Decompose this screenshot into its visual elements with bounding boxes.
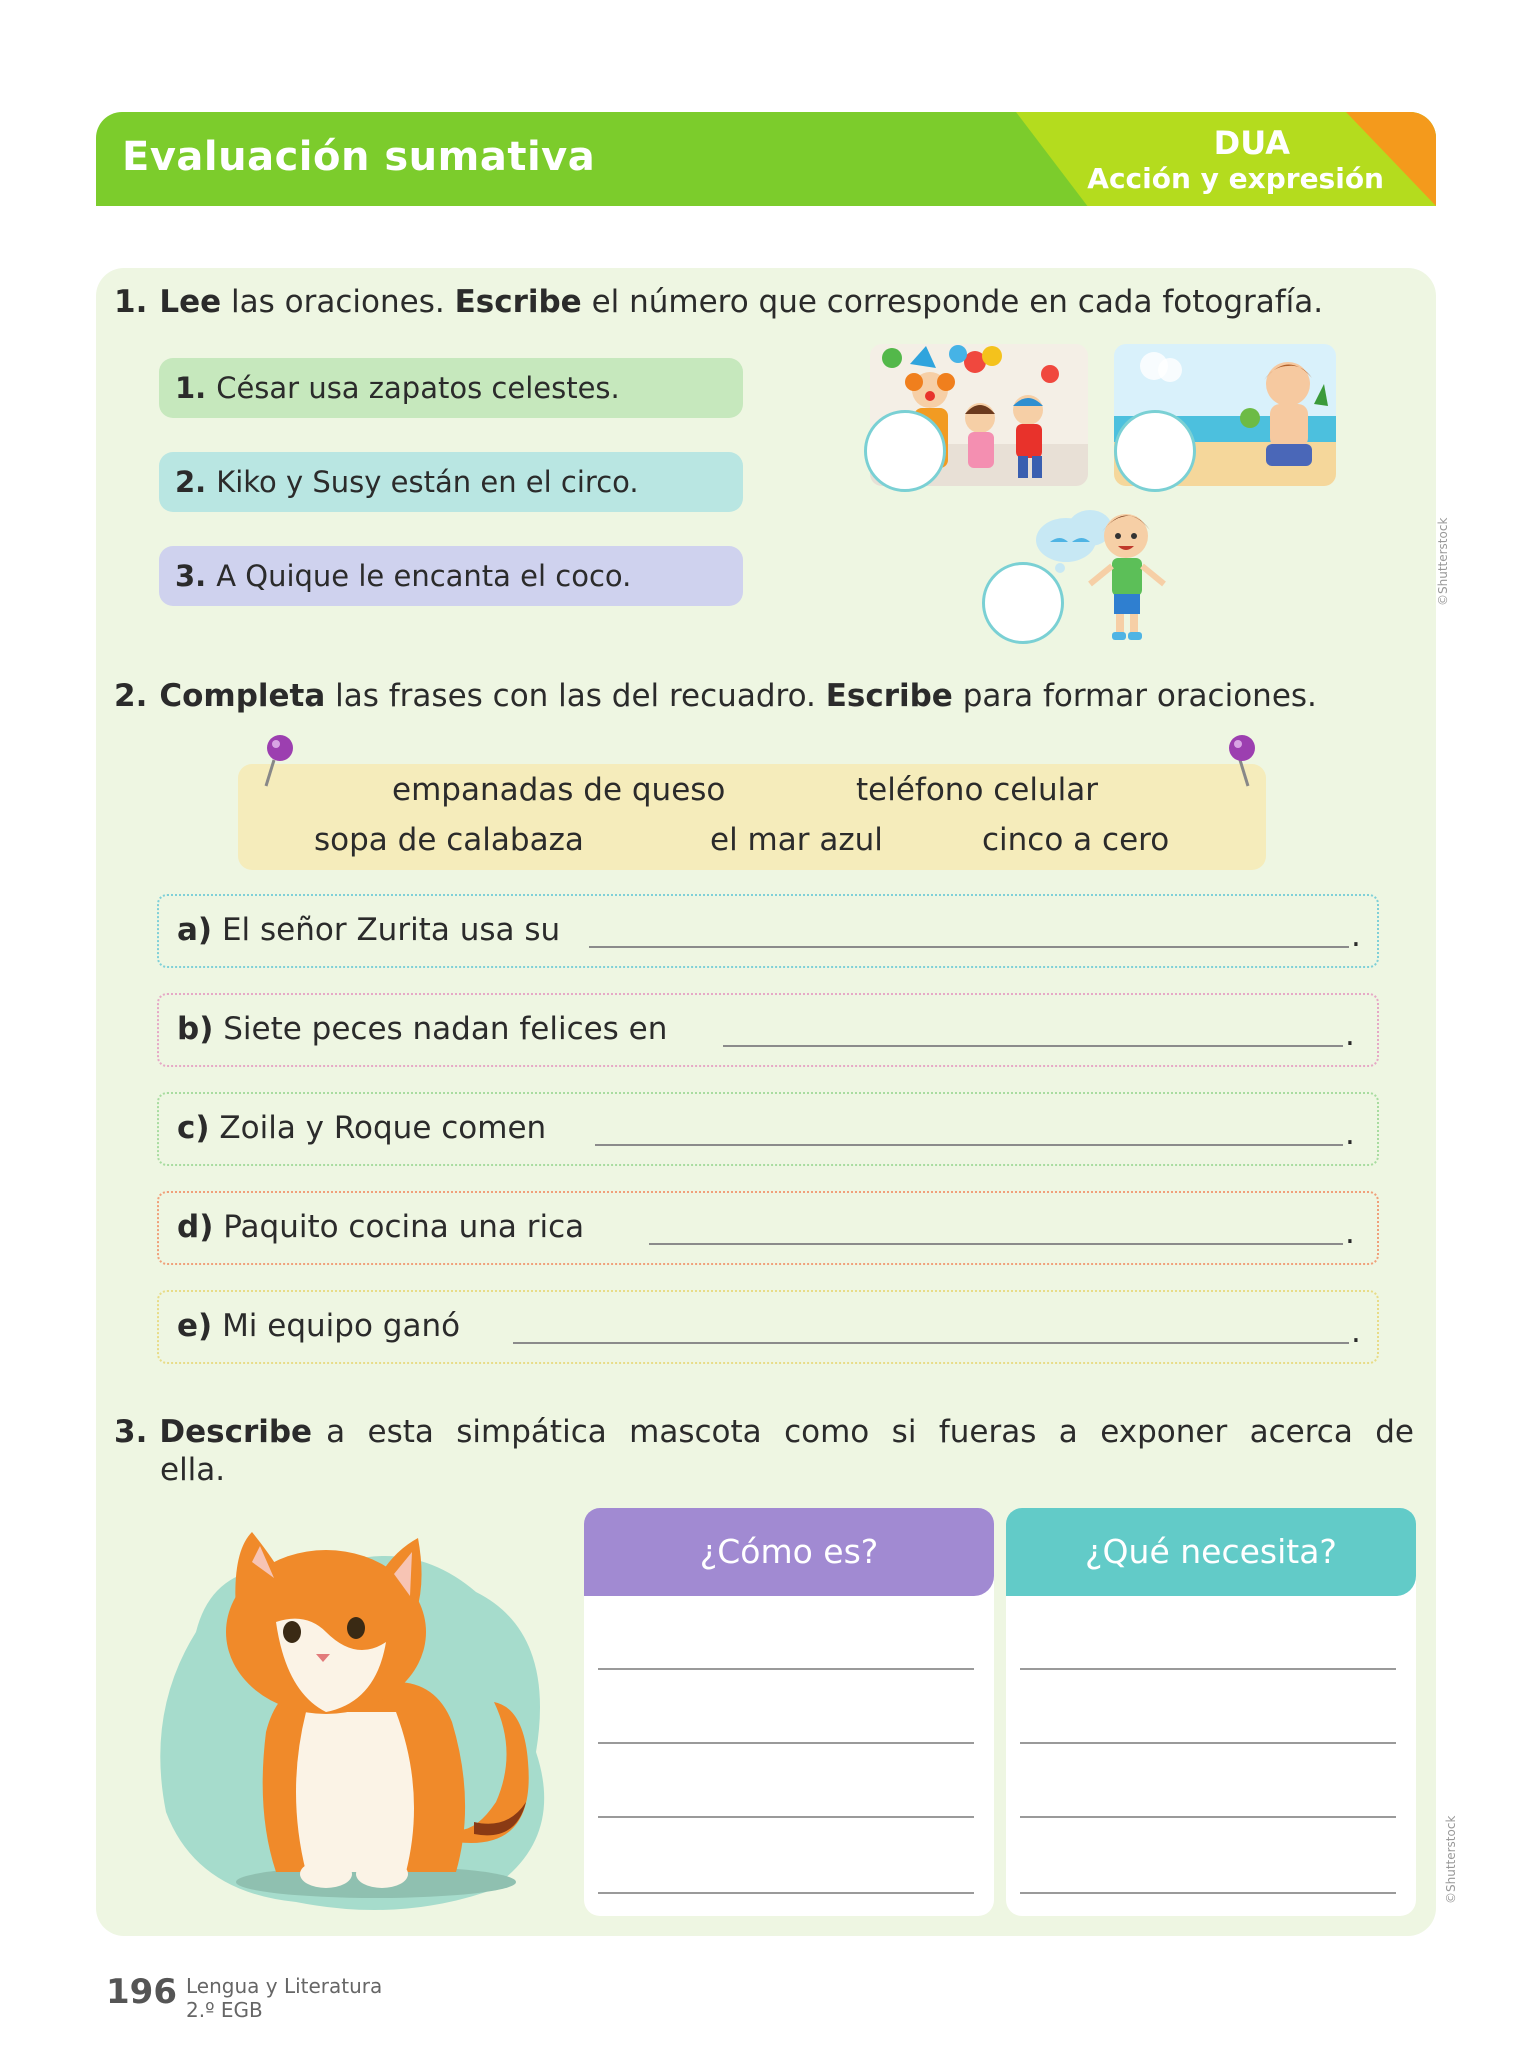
instruction-text: las oraciones. xyxy=(231,284,445,320)
column-header-needs: ¿Qué necesita? xyxy=(1006,1508,1416,1596)
word-option: sopa de calabaza xyxy=(314,822,584,858)
word-option: cinco a cero xyxy=(982,822,1170,858)
instruction-verb: Escribe xyxy=(454,284,582,320)
push-pin-icon xyxy=(1222,730,1262,790)
writing-line[interactable] xyxy=(1020,1668,1396,1670)
sentence-number: 2. xyxy=(175,465,207,499)
grade-level: 2.º EGB xyxy=(186,1998,263,2022)
push-pin-icon xyxy=(260,730,300,790)
answer-line[interactable] xyxy=(513,1342,1349,1344)
dua-subtitle: Acción y expresión xyxy=(1087,162,1384,195)
answer-line[interactable] xyxy=(589,946,1349,948)
sentence-text: A Quique le encanta el coco. xyxy=(216,559,632,593)
answer-circle-1[interactable] xyxy=(864,410,946,492)
describe-column-needs xyxy=(1006,1508,1416,1916)
question-number: 3. xyxy=(114,1414,148,1450)
answer-circle-3[interactable] xyxy=(982,562,1064,644)
writing-line[interactable] xyxy=(598,1742,974,1744)
column-header-how: ¿Cómo es? xyxy=(584,1508,994,1596)
sentence-3 xyxy=(159,546,743,606)
instruction-text: a esta simpática mascota como si fueras a exponer acerca de xyxy=(326,1414,1414,1450)
answer-line[interactable] xyxy=(723,1045,1343,1047)
writing-line[interactable] xyxy=(598,1816,974,1818)
row-prompt xyxy=(177,1011,667,1047)
answer-line[interactable] xyxy=(595,1144,1343,1146)
subject-name: Lengua y Literatura xyxy=(186,1974,383,1998)
row-period: . xyxy=(1345,1116,1355,1152)
row-text: Mi equipo ganó xyxy=(222,1308,461,1344)
dua-label: DUA xyxy=(1213,124,1290,162)
writing-line[interactable] xyxy=(598,1892,974,1894)
row-letter: c) xyxy=(177,1110,210,1146)
answer-line[interactable] xyxy=(649,1243,1343,1245)
instruction-verb: Describe xyxy=(159,1414,313,1450)
question-number: 1. xyxy=(114,284,148,320)
row-prompt xyxy=(177,912,560,948)
row-letter: d) xyxy=(177,1209,214,1245)
instruction-text: el número que corresponde en cada fotografía. xyxy=(591,284,1324,320)
row-letter: e) xyxy=(177,1308,213,1344)
writing-line[interactable] xyxy=(1020,1742,1396,1744)
completion-row-b xyxy=(157,993,1379,1067)
instruction-text: las frases con las del recuadro. xyxy=(335,678,816,714)
completion-row-d xyxy=(157,1191,1379,1265)
sentence-number: 3. xyxy=(175,559,207,593)
writing-line[interactable] xyxy=(1020,1816,1396,1818)
row-period: . xyxy=(1351,918,1361,954)
answer-circle-2[interactable] xyxy=(1114,410,1196,492)
instruction-verb: Escribe xyxy=(825,678,953,714)
sentence-number: 1. xyxy=(175,371,207,405)
section-header xyxy=(96,112,1436,206)
word-option: empanadas de queso xyxy=(392,772,726,808)
sentence-2 xyxy=(159,452,743,512)
row-prompt xyxy=(177,1308,460,1344)
question-3-instruction xyxy=(114,1414,1414,1488)
writing-line[interactable] xyxy=(598,1668,974,1670)
orange-cat-illustration xyxy=(156,1512,574,1916)
row-text: El señor Zurita usa su xyxy=(221,912,561,948)
describe-column-how xyxy=(584,1508,994,1916)
page-number: 196 xyxy=(106,1972,177,2012)
row-text: Zoila y Roque comen xyxy=(219,1110,547,1146)
writing-line[interactable] xyxy=(1020,1892,1396,1894)
row-period: . xyxy=(1351,1314,1361,1350)
completion-row-e xyxy=(157,1290,1379,1364)
row-prompt xyxy=(177,1209,584,1245)
photo-credit: ©Shutterstock xyxy=(1444,1815,1458,1904)
row-period: . xyxy=(1345,1017,1355,1053)
row-letter: b) xyxy=(177,1011,214,1047)
word-option: el mar azul xyxy=(710,822,883,858)
sentence-text: César usa zapatos celestes. xyxy=(216,371,620,405)
instruction-verb: Lee xyxy=(159,284,222,320)
completion-row-c xyxy=(157,1092,1379,1166)
instruction-verb: Completa xyxy=(159,678,326,714)
word-option: teléfono celular xyxy=(856,772,1098,808)
instruction-text: para formar oraciones. xyxy=(962,678,1317,714)
section-title: Evaluación sumativa xyxy=(122,134,596,180)
row-letter: a) xyxy=(177,912,213,948)
instruction-text-cont: ella. xyxy=(160,1452,226,1488)
question-1-instruction xyxy=(114,284,1323,320)
question-number: 2. xyxy=(114,678,148,714)
row-period: . xyxy=(1345,1215,1355,1251)
completion-row-a xyxy=(157,894,1379,968)
row-prompt xyxy=(177,1110,546,1146)
row-text: Siete peces nadan felices en xyxy=(223,1011,668,1047)
row-text: Paquito cocina una rica xyxy=(223,1209,585,1245)
photo-credit: ©Shutterstock xyxy=(1436,517,1450,606)
sentence-1 xyxy=(159,358,743,418)
sentence-text: Kiko y Susy están en el circo. xyxy=(216,465,639,499)
question-2-instruction xyxy=(114,678,1317,714)
